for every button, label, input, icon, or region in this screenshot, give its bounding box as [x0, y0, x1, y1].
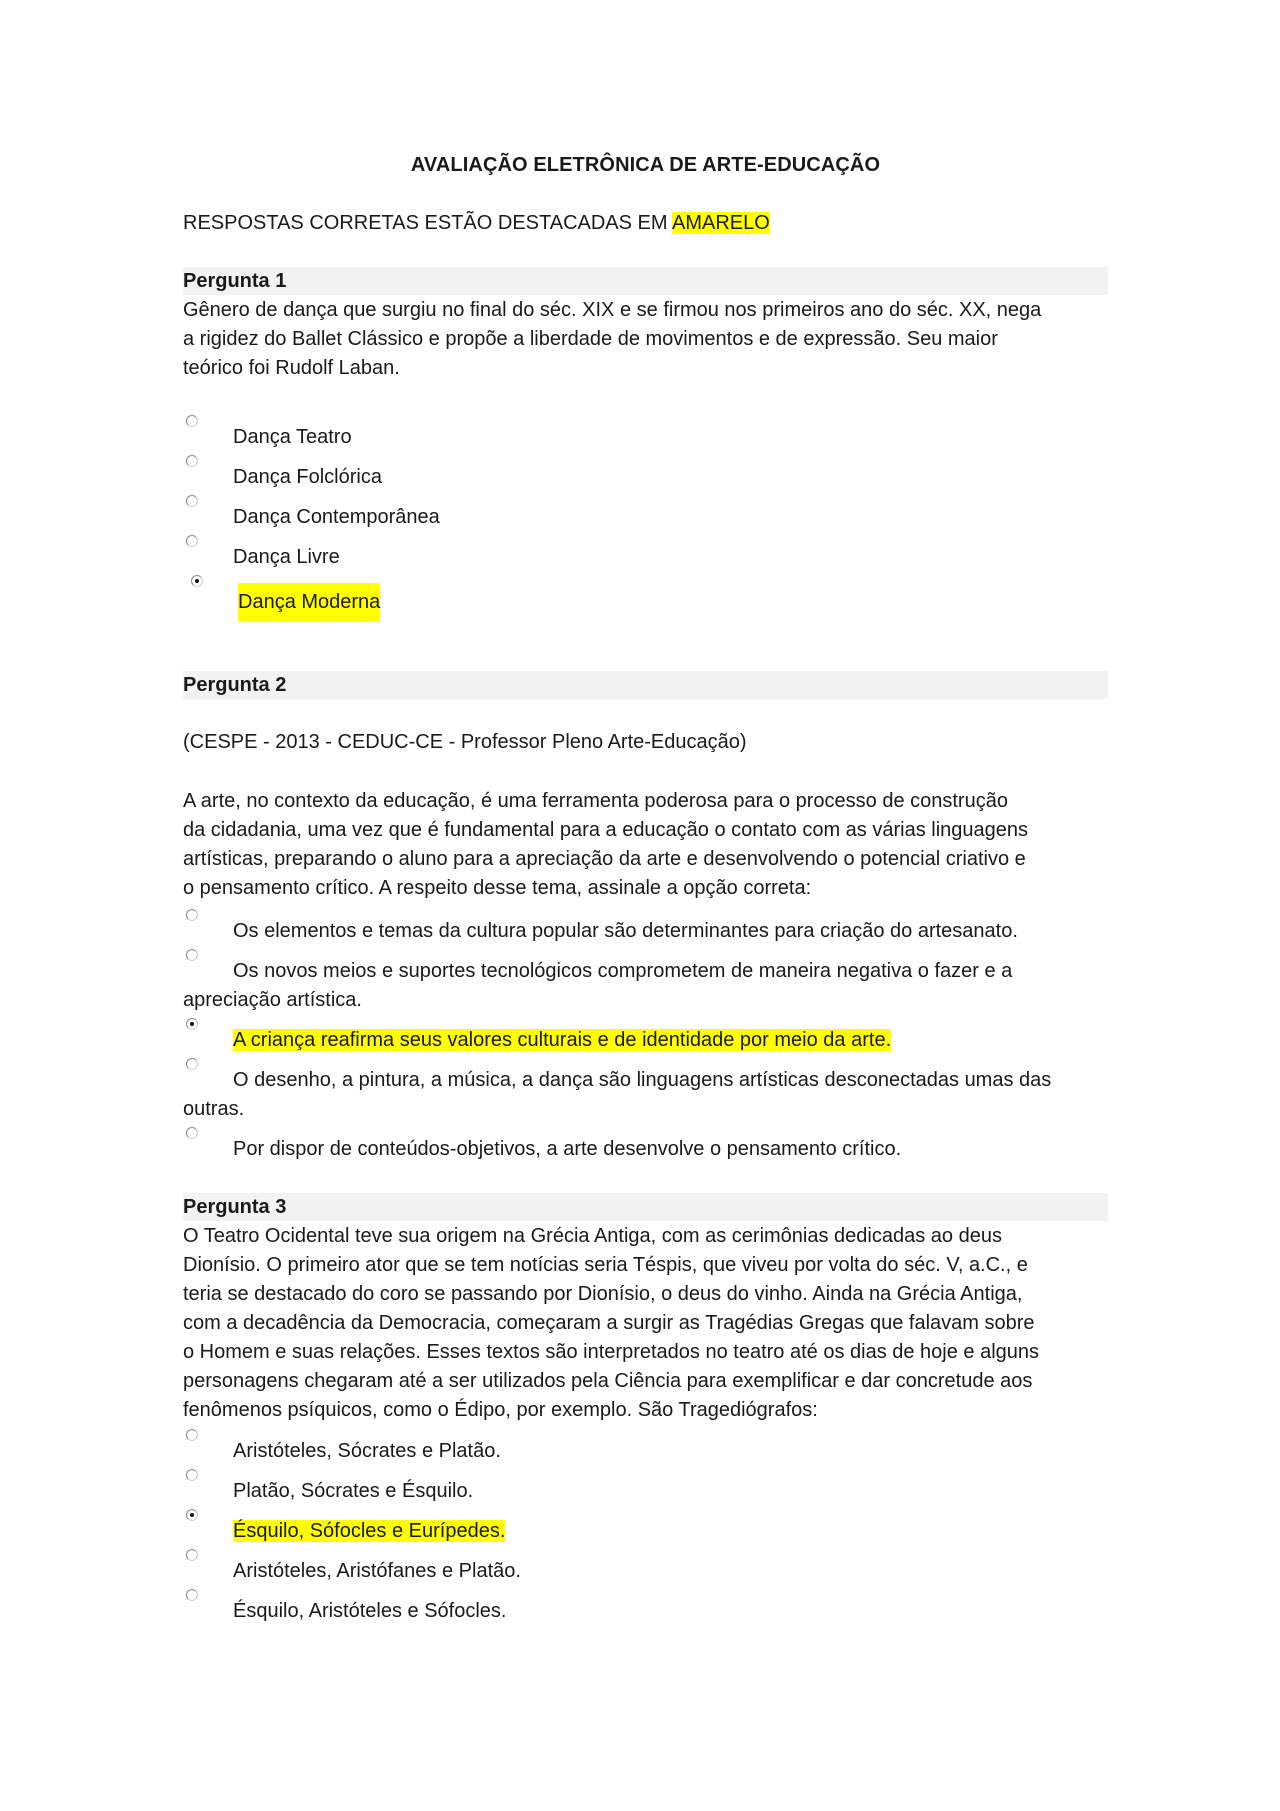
question-3-line: fenômenos psíquicos, como o Édipo, por exemplo. São Tragediógrafos:	[183, 1399, 818, 1421]
question-2-source: (CESPE - 2013 - CEDUC-CE - Professor Pleno Arte-Educação)	[183, 731, 747, 753]
question-2-line: o pensamento crítico. A respeito desse tema, assinale a opção correta:	[183, 877, 812, 899]
radio-button[interactable]	[186, 1549, 198, 1561]
answer-legend	[183, 212, 770, 235]
question-3-option-4[interactable]	[183, 1557, 1108, 1586]
option-label: Aristóteles, Sócrates e Platão.	[233, 1440, 501, 1462]
question-3-line: com a decadência da Democracia, começaram a surgir as Tragédias Gregas que falavam sobre	[183, 1312, 1035, 1334]
option-label-continuation: outras.	[183, 1098, 245, 1120]
question-1-header: Pergunta 1	[183, 267, 1108, 295]
question-2-text	[183, 787, 1108, 903]
option-label: Aristóteles, Aristófanes e Platão.	[233, 1560, 521, 1582]
question-2-option-2[interactable]	[183, 957, 1108, 1015]
radio-button[interactable]	[186, 949, 198, 961]
question-1-line: a rigidez do Ballet Clássico e propõe a liberdade de movimentos e de expressão. Seu maior	[183, 328, 998, 350]
question-3-line: Dionísio. O primeiro ator que se tem notícias seria Téspis, que viveu por volta do séc. V, a.C., e	[183, 1254, 1028, 1276]
option-label	[183, 591, 380, 613]
radio-button[interactable]	[186, 415, 198, 427]
option-label	[183, 1029, 891, 1051]
question-3-text	[183, 1222, 1108, 1425]
question-1-option-3[interactable]	[183, 503, 1108, 532]
option-label: Platão, Sócrates e Ésquilo.	[233, 1480, 474, 1502]
correct-answer-highlight: Ésquilo, Sófocles e Eurípedes.	[233, 1520, 506, 1542]
question-2-option-3[interactable]	[183, 1026, 1108, 1055]
question-2-line: A arte, no contexto da educação, é uma ferramenta poderosa para o processo de construção	[183, 790, 1008, 812]
legend-text: RESPOSTAS CORRETAS ESTÃO DESTACADAS EM	[183, 212, 672, 234]
question-3-line: personagens chegaram até a ser utilizados pela Ciência para exemplificar e dar concretude aos	[183, 1370, 1033, 1392]
option-label	[183, 1520, 505, 1542]
document-title: AVALIAÇÃO ELETRÔNICA DE ARTE-EDUCAÇÃO	[410, 154, 881, 176]
question-2-option-4[interactable]	[183, 1066, 1108, 1124]
radio-button[interactable]	[186, 1589, 198, 1601]
question-3-option-5[interactable]	[183, 1597, 1108, 1626]
option-label: Dança Livre	[233, 546, 340, 568]
radio-button-selected[interactable]	[186, 1509, 198, 1521]
option-label: Dança Folclórica	[233, 466, 382, 488]
question-3-option-2[interactable]	[183, 1477, 1108, 1506]
option-label: Por dispor de conteúdos-objetivos, a arte desenvolve o pensamento crítico.	[233, 1138, 902, 1160]
question-2-option-5[interactable]	[183, 1135, 1108, 1164]
option-label: Ésquilo, Aristóteles e Sófocles.	[233, 1600, 507, 1622]
question-1-line: teórico foi Rudolf Laban.	[183, 357, 400, 379]
question-3-header: Pergunta 3	[183, 1193, 1108, 1221]
option-label: Os elementos e temas da cultura popular são determinantes para criação do artesanato.	[233, 920, 1018, 942]
question-1-option-2[interactable]	[183, 463, 1108, 492]
radio-button[interactable]	[186, 909, 198, 921]
option-label: Os novos meios e suportes tecnológicos comprometem de maneira negativa o fazer e a	[233, 960, 1013, 982]
radio-button[interactable]	[186, 1429, 198, 1441]
radio-button[interactable]	[186, 535, 198, 547]
option-label: Dança Contemporânea	[233, 506, 440, 528]
question-1-option-5[interactable]	[183, 583, 1108, 622]
option-label: O desenho, a pintura, a música, a dança são linguagens artísticas desconectadas umas das	[233, 1069, 1052, 1091]
radio-button[interactable]	[186, 1127, 198, 1139]
option-label: Dança Teatro	[233, 426, 352, 448]
correct-answer-highlight: Dança Moderna	[238, 583, 380, 622]
radio-button[interactable]	[186, 1469, 198, 1481]
option-label-continuation: apreciação artística.	[183, 989, 362, 1011]
question-3-line: O Teatro Ocidental teve sua origem na Grécia Antiga, com as cerimônias dedicadas ao deus	[183, 1225, 1002, 1247]
question-3-line: teria se destacado do coro se passando por Dionísio, o deus do vinho. Ainda na Grécia Antiga,	[183, 1283, 1023, 1305]
question-2-line: artísticas, preparando o aluno para a apreciação da arte e desenvolvendo o potencial criativo e	[183, 848, 1026, 870]
radio-button[interactable]	[186, 1058, 198, 1070]
question-2-option-1[interactable]	[183, 917, 1108, 946]
question-3-line: o Homem e suas relações. Esses textos são interpretados no teatro até os dias de hoje e alguns	[183, 1341, 1040, 1363]
radio-button[interactable]	[186, 455, 198, 467]
correct-answer-highlight: A criança reafirma seus valores culturais e de identidade por meio da arte.	[233, 1029, 892, 1051]
question-1-option-1[interactable]	[183, 423, 1108, 452]
question-2-line: da cidadania, uma vez que é fundamental para a educação o contato com as várias linguagens	[183, 819, 1028, 841]
question-1-line: Gênero de dança que surgiu no final do séc. XIX e se firmou nos primeiros ano do séc. XX, nega	[183, 299, 1042, 321]
question-3-option-1[interactable]	[183, 1437, 1108, 1466]
question-2-header: Pergunta 2	[183, 671, 1108, 699]
radio-button[interactable]	[186, 495, 198, 507]
question-1-text	[183, 296, 1108, 383]
radio-button-selected[interactable]	[191, 575, 203, 587]
question-1-option-4[interactable]	[183, 543, 1108, 572]
radio-button-selected[interactable]	[186, 1018, 198, 1030]
question-3-option-3[interactable]	[183, 1517, 1108, 1546]
legend-highlight: AMARELO	[671, 212, 770, 234]
